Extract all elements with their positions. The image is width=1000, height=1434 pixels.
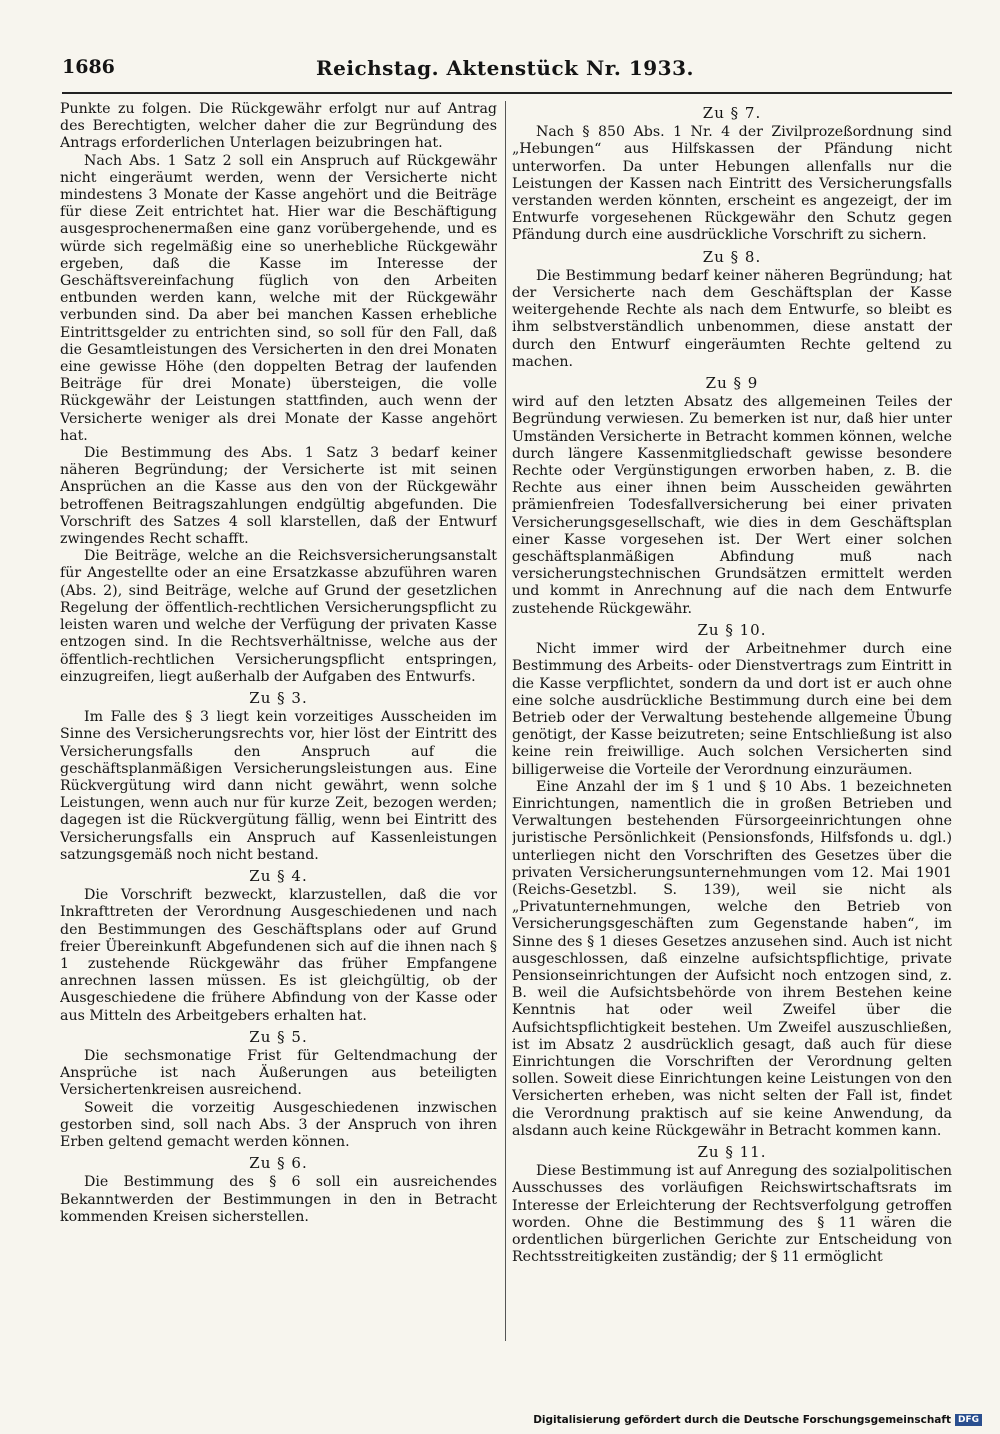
paragraph: Die Bestimmung bedarf keiner näheren Begründung; hat der Versicherte nach dem Geschäftsplan der Kasse weitergehende Rechte als nach dem Entwurfe, so bleibt es ihm selbstverständlich unbenommen, diese anstatt der durch den Entwurf eingeräumten Rechte geltend zu machen. bbox=[512, 267, 952, 370]
section-heading: Zu § 10. bbox=[697, 620, 767, 639]
footer-credit: Digitalisierung gefördert durch die Deutsche Forschungsgemeinschaft bbox=[533, 1414, 951, 1426]
paragraph: wird auf den letzten Absatz des allgemeinen Teiles der Begründung verwiesen. Zu bemerken ist nur, daß hier unter Umständen Versicherte in Betracht kommen können, welche durch längere Kassenmitgliedschaft gewisse besondere Rechte oder Vergünstigungen erworben haben, z. B. die Rechte aus einer ihnen beim Ausscheiden gewährten prämienfreien Todesfallversicherung bei einer privaten Versicherungsgesellschaft, wie dies in dem Geschäftsplan einer Kasse vorgesehen ist. Der Wert einer solchen geschäftsplanmäßigen Abfindung muß nach versicherungstechnischen Grundsätzen ermittelt werden und kommt in Anrechnung auf die nach dem Entwurfe zustehende Rückgewähr. bbox=[512, 394, 952, 617]
page-header bbox=[62, 56, 948, 88]
left-column bbox=[60, 101, 497, 1346]
right-column bbox=[512, 101, 952, 1346]
paragraph: Die Bestimmung des Abs. 1 Satz 3 bedarf keiner näheren Begründung; der Versicherte ist mit seinen Ansprüchen an die Kasse aus den von der Rückgewähr betroffenen Beitragszahlungen endgültig abgefunden. Die Vorschrift des Satzes 4 soll klarstellen, daß der Entwurf zwingendes Recht schafft. bbox=[60, 445, 497, 548]
section-heading: Zu § 9 bbox=[705, 374, 759, 393]
footer bbox=[533, 1414, 982, 1426]
page-title: Reichstag. Aktenstück Nr. 1933. bbox=[316, 56, 694, 80]
paragraph: Im Falle des § 3 liegt kein vorzeitiges Ausscheiden im Sinne des Versicherungsrechts vor, hier löst der Eintritt des Versicherungsfalls den Anspruch auf die geschäftsplanmäßigen Versicherungsleistungen aus. Eine Rückvergütung wird dann nicht gewährt, wenn solche Leistungen, wenn auch nur für kurze Zeit, bezogen werden; dagegen ist die Rückvergütung fällig, wenn bei Eintritt des Versicherungsfalls ein Anspruch auf Kassenleistungen satzungsgemäß noch nicht bestand. bbox=[60, 709, 497, 863]
paragraph: Nach § 850 Abs. 1 Nr. 4 der Zivilprozeßordnung sind „Hebungen“ aus Hilfskassen der Pfändung nicht unterworfen. Da unter Hebungen allenfalls nur die Leistungen der Kassen nach Eintritt des Versicherungsfalls verstanden werden könnten, erscheint es angezeigt, der im Entwurfe vorgesehenen Rückgewähr den Schutz gegen Pfändung durch eine ausdrückliche Vorschrift zu sichern. bbox=[512, 124, 952, 244]
section-heading: Zu § 4. bbox=[249, 866, 308, 885]
paragraph: Soweit die vorzeitig Ausgeschiedenen inzwischen gestorben sind, soll nach Abs. 3 der Anspruch von ihren Erben geltend gemacht werden können. bbox=[60, 1099, 497, 1150]
paragraph: Die Bestimmung des § 6 soll ein ausreichendes Bekanntwerden der Bestimmungen in den in Betracht kommenden Kreisen sicherstellen. bbox=[60, 1174, 497, 1225]
section-heading: Zu § 11. bbox=[697, 1142, 767, 1161]
paragraph: Die Beiträge, welche an die Reichsversicherungsanstalt für Angestellte oder an eine Ersatzkasse abzuführen waren (Abs. 2), sind Beiträge, welche auf Grund der gesetzlichen Regelung der öffentlich-rechtlichen Versicherungspflicht zu leisten waren und welche der Verfügung der privaten Kasse entzogen sind. In die Rechtsverhältnisse, welche aus der öffentlich-rechtlichen Versicherungspflicht entspringen, einzugreifen, liegt außerhalb der Aufgaben des Entwurfs. bbox=[60, 548, 497, 685]
paragraph: Punkte zu folgen. Die Rückgewähr erfolgt nur auf Antrag des Berechtigten, welcher daher die zur Begründung des Antrags erforderlichen Unterlagen beizubringen hat. bbox=[60, 101, 497, 152]
paragraph: Die sechsmonatige Frist für Geltendmachung der Ansprüche ist nach Äußerungen aus beteiligten Versichertenkreisen ausreichend. bbox=[60, 1047, 497, 1099]
section-heading: Zu § 3. bbox=[249, 688, 308, 707]
paragraph: Eine Anzahl der im § 1 und § 10 Abs. 1 bezeichneten Einrichtungen, namentlich die in großen Betrieben und Verwaltungen bestehenden Fürsorgeeinrichtungen ohne juristische Persönlichkeit (Pensionsfonds, Hilfsfonds u. dgl.) unterliegen nicht den Vorschriften des Gesetzes über die privaten Versicherungsunternehmungen vom 12. Mai 1901 (Reichs-Gesetzbl. S. 139), weil sie nicht als „Privatunternehmungen, welche den Betrieb von Versicherungsgeschäften zum Gegenstande haben“, im Sinne des § 1 dieses Gesetzes anzusehen sind. Auch ist nicht ausgeschlossen, daß einzelne aufsichtspflichtige, private Pensionseinrichtungen der Aufsicht noch entzogen sind, z. B. weil die Aufsichtsbehörde von ihrem Bestehen keine Kenntnis hat oder weil Zweifel über die Aufsichtspflichtigkeit bestehen. Um Zweifel auszuschließen, ist im Absatz 2 ausdrücklich gesagt, daß auch für diese Einrichtungen die Vorschriften der Verordnung gelten sollen. Soweit diese Einrichtungen keine Leistungen von den Versicherten erheben, was nicht selten der Fall ist, findet die Verordnung praktisch auf sie keine Anwendung, da alsdann auch keine Rückgewähr in Betracht kommen kann. bbox=[512, 778, 952, 1139]
section-heading: Zu § 5. bbox=[249, 1027, 308, 1046]
column-divider bbox=[505, 101, 506, 1341]
section-heading: Zu § 8. bbox=[702, 247, 762, 266]
paragraph: Diese Bestimmung ist auf Anregung des sozialpolitischen Ausschusses des vorläufigen Reichswirtschaftsrats im Interesse der Erleichterung der Rechtsverfolgung getroffen worden. Ohne die Bestimmung des § 11 wären die ordentlichen bürgerlichen Gerichte zur Entscheidung von Rechtsstreitigkeiten zuständig; der § 11 ermöglicht bbox=[512, 1163, 952, 1266]
header-rule bbox=[62, 92, 952, 94]
paragraph: Nicht immer wird der Arbeitnehmer durch eine Bestimmung des Arbeits- oder Dienstvertrags zum Eintritt in die Kasse verpflichtet, sondern da und dort ist er auch ohne eine solche ausdrückliche Bestimmung durch eine bei dem Betrieb oder der Verwaltung bestehende allgemeine Übung genötigt, der Kasse beizutreten; seine Entschließung ist also keine rein freiwillige. Auch solchen Versicherten sind billigerweise die Vorteile der Verordnung einzuräumen. bbox=[512, 641, 952, 778]
section-heading: Zu § 6. bbox=[249, 1154, 308, 1173]
paragraph: Nach Abs. 1 Satz 2 soll ein Anspruch auf Rückgewähr nicht eingeräumt werden, wenn der Versicherte nicht mindestens 3 Monate der Kasse angehört und die Beiträge für diese Zeit entrichtet hat. Hier war die Beschäftigung ausgesprochenermaßen eine ganz vorübergehende, und es würde sich regelmäßig eine so unerhebliche Rückgewähr ergeben, daß die Kasse im Interesse der Geschäftsvereinfachung füglich von den Arbeiten entbunden werden kann, welche mit der Rückgewähr verbunden sind. Da aber bei manchen Kassen erhebliche Eintrittsgelder zu entrichten sind, so soll für den Fall, daß die Gesamtleistungen des Versicherten in den drei Monaten eine gewisse Höhe (den doppelten Betrag der laufenden Beiträge für drei Monate) übersteigen, die volle Rückgewähr der Leistungen stattfinden, auch wenn der Versicherte weniger als drei Monate der Kasse angehört hat. bbox=[60, 152, 497, 444]
section-heading: Zu § 7. bbox=[702, 104, 762, 122]
dfg-logo: DFG bbox=[955, 1414, 982, 1426]
paragraph: Die Vorschrift bezweckt, klarzustellen, daß die vor Inkrafttreten der Verordnung Ausgeschiedenen und nach den Bestimmungen des Geschäftsplans oder auf Grund freier Übereinkunft Abgefundenen sich auf die ihnen nach § 1 zustehende Rückgewähr das früher Empfangene anrechnen lassen müssen. Es ist gleichgültig, ob der Ausgeschiedene die frühere Abfindung von der Kasse oder aus Mitteln des Arbeitgebers erhalten hat. bbox=[60, 887, 497, 1024]
page-number: 1686 bbox=[62, 56, 115, 78]
